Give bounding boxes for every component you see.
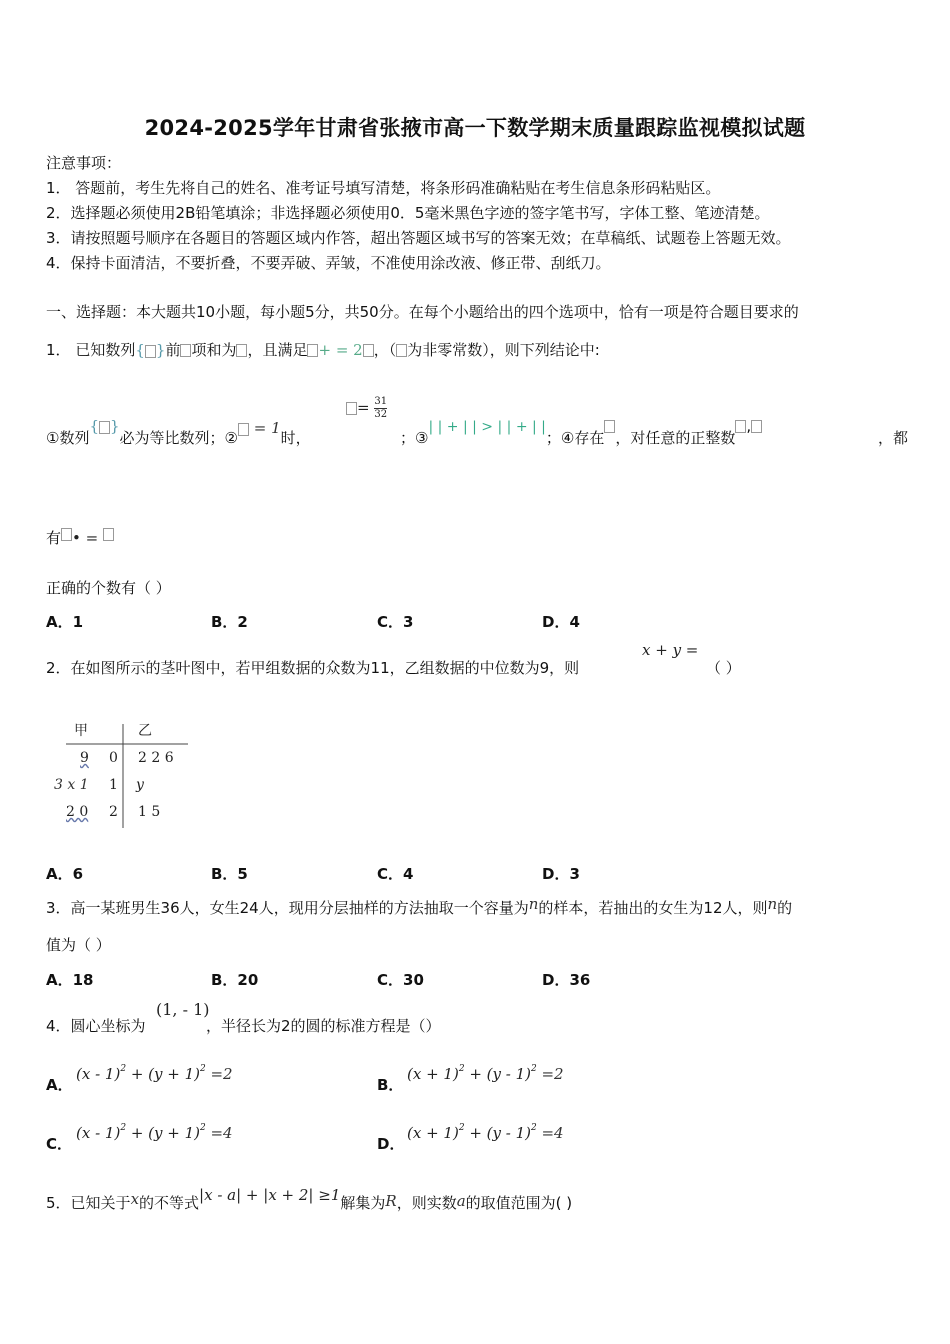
q2-paren: （ ）: [706, 659, 741, 677]
option-b[interactable]: B．5: [211, 865, 248, 883]
stem-leaf-right: 2 2 6: [138, 750, 174, 766]
question-2-stem: 2．在如图所示的茎叶图中，若甲组数据的众数为11，乙组数据的中位数为9，则: [46, 659, 580, 677]
notice-heading: 注意事项：: [46, 154, 122, 172]
stem-leaf-plot: [52, 718, 192, 830]
stem-leaf-stem: 2: [109, 804, 118, 820]
question-1-stem: 1． 已知数列{ }前 项和为 ，且满足 + = 2 ，（ 为非零常数），则下列结论中:: [46, 341, 600, 359]
option-d[interactable]: D．4: [542, 613, 580, 631]
question-3-stem: 3．高一某班男生36人，女生24人，现用分层抽样的方法抽取一个容量为n的样本，若抽出的女生为12人，则n的: [46, 895, 793, 917]
notice-item: 2．选择题必须使用2B铅笔填涂；非选择题必须使用0．5毫米黑色字迹的签字笔书写，字体工整、笔迹清楚。: [46, 204, 770, 222]
stem-leaf-right: 1 5: [138, 804, 161, 820]
option-c[interactable]: C．4: [377, 865, 414, 883]
option-d[interactable]: D．36: [542, 971, 591, 989]
question-1-statements-3: ，都: [878, 429, 909, 447]
stem-leaf-stem: 1: [109, 777, 118, 793]
q4-center: (1, - 1): [156, 1000, 210, 1019]
stem-leaf-head-left: 甲: [74, 723, 88, 739]
question-1-statements-2: ；③| | + | | > | | + | |；④存在 ，对任意的正整数,: [400, 427, 762, 448]
option-c-equation[interactable]: $(x - 1)^2 + (y + 1)^2 =4$: [76, 1123, 233, 1142]
option-c[interactable]: C．30: [377, 971, 424, 989]
q2-expression: x + y =: [642, 641, 699, 659]
stem-leaf-left: 9: [80, 750, 89, 766]
question-number: 1．: [46, 341, 71, 359]
question-number: 4．: [46, 1017, 71, 1035]
stem-leaf-stem: 0: [109, 750, 118, 766]
notice-item: 4．保持卡面清洁，不要折叠，不要弄破、弄皱，不准使用涂改液、修正带、刮纸刀。: [46, 254, 611, 272]
option-a-label[interactable]: A．: [46, 1076, 73, 1094]
option-a-equation[interactable]: $(x - 1)^2 + (y + 1)^2 =2$: [76, 1064, 233, 1083]
option-d[interactable]: D．3: [542, 865, 580, 883]
option-a[interactable]: A．18: [46, 971, 94, 989]
question-1-ask: 正确的个数有（ ）: [46, 579, 171, 597]
question-3-stem-2: 值为（ ）: [46, 936, 111, 954]
option-d-label[interactable]: D．: [377, 1135, 405, 1153]
option-b[interactable]: B．20: [211, 971, 259, 989]
stem-leaf-left: 2 0: [66, 804, 89, 820]
stem-leaf-right: y: [136, 777, 144, 793]
option-d-equation[interactable]: $(x + 1)^2 + (y - 1)^2 =4$: [407, 1123, 564, 1142]
question-1-statement-4: 有 • =: [46, 527, 114, 548]
option-c-label[interactable]: C．: [46, 1135, 73, 1153]
option-b-label[interactable]: B．: [377, 1076, 404, 1094]
question-1-statements: ①数列{ }必为等比数列；② = 1时，: [46, 417, 311, 447]
option-a[interactable]: A．6: [46, 865, 84, 883]
question-number: 3．: [46, 899, 71, 917]
option-c[interactable]: C．3: [377, 613, 414, 631]
stem-leaf-head-right: 乙: [138, 723, 152, 739]
question-4-stem: 4．圆心坐标为: [46, 1017, 146, 1035]
question-5-stem: 5．已知关于x的不等式|x - a| + |x + 2| ≥1解集为R，则实数a的取值范围为( ): [46, 1186, 573, 1212]
option-a[interactable]: A．1: [46, 613, 84, 631]
notice-item: 3．请按照题号顺序在各题目的答题区域内作答，超出答题区域书写的答案无效；在草稿纸、试题卷上答题无效。: [46, 229, 791, 247]
question-number: 2．: [46, 659, 71, 677]
question-4-stem-2: ，半径长为2的圆的标准方程是（）: [206, 1017, 441, 1035]
stem-leaf-left: 3 x 1: [54, 777, 89, 793]
section-heading: 一、选择题：本大题共10小题，每小题5分，共50分。在每个小题给出的四个选项中，恰有一项是符合题目要求的: [46, 303, 799, 321]
option-b[interactable]: B．2: [211, 613, 248, 631]
option-b-equation[interactable]: $(x + 1)^2 + (y - 1)^2 =2$: [407, 1064, 564, 1083]
notice-item: 1． 答题前，考生先将自己的姓名、准考证号填写清楚，将条形码准确粘贴在考生信息条形码粘贴区。: [46, 179, 721, 197]
page-title: 2024-2025学年甘肃省张掖市高一下数学期末质量跟踪监视模拟试题: [144, 116, 806, 140]
s3-fraction: = $\frac{31}{32}$: [346, 396, 387, 421]
question-number: 5．: [46, 1194, 71, 1212]
